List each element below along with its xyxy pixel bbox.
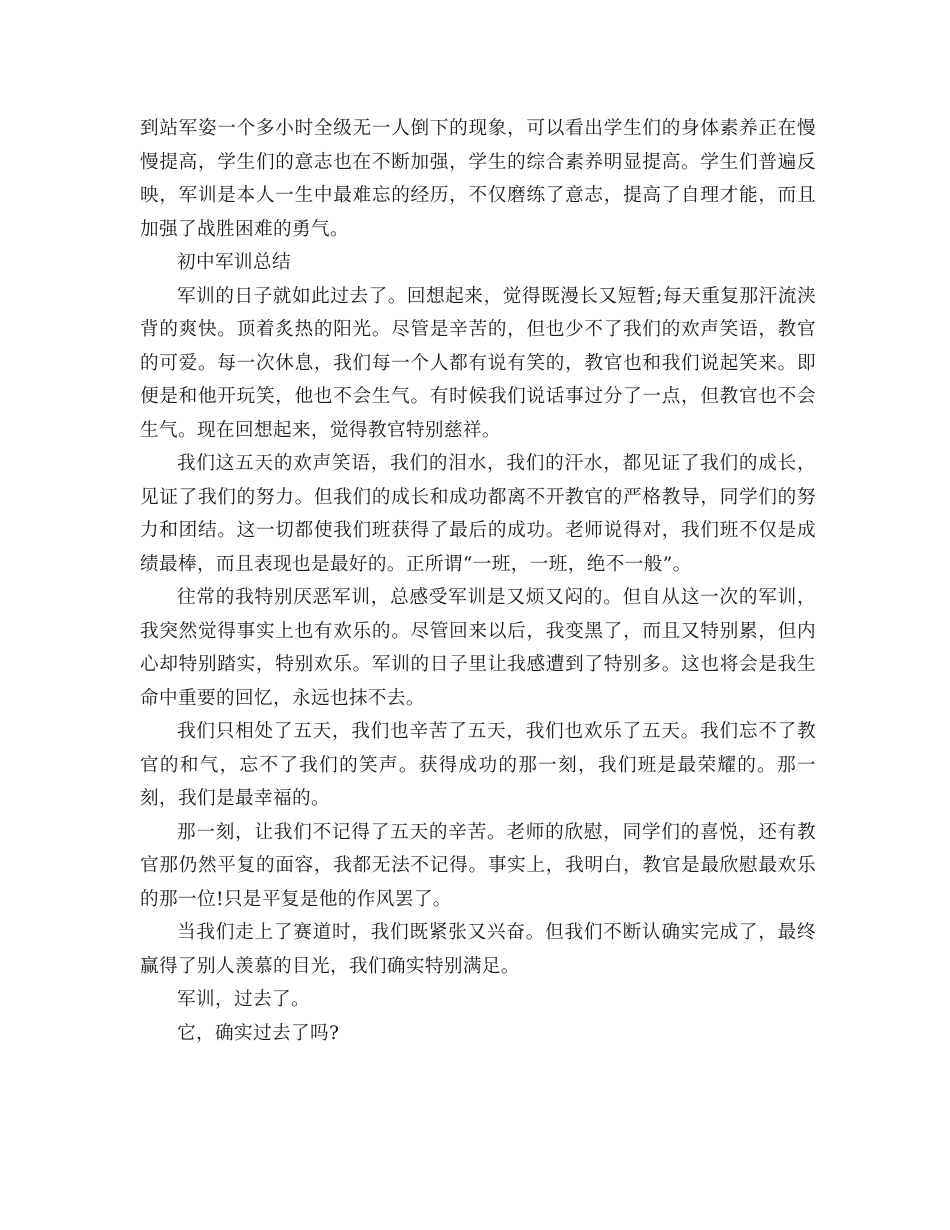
paragraph: 军训，过去了。 xyxy=(177,989,310,1010)
document-body xyxy=(140,112,816,1050)
paragraph: 往常的我特别厌恶军训，总感受军训是又烦又闷的。但自从这一次的军训，我突然觉得事实上也有欢乐的。尽管回来以后，我变黑了，而且又特别累，但内心却特别踏实，特别欢乐。军训的日子里让我感遭到了特别多。这也将会是我生命中重要的回忆，永远也抹不去。 xyxy=(140,587,816,709)
paragraph: 那一刻，让我们不记得了五天的辛苦。老师的欣慰，同学们的喜悦，还有教官那仍然平复的面容，我都无法不记得。事实上，我明白，教官是最欣慰最欢乐的那一位!只是平复是他的作风罢了。 xyxy=(140,821,816,910)
section-heading: 初中军训总结 xyxy=(177,252,291,273)
paragraph: 军训的日子就如此过去了。回想起来，觉得既漫长又短暂;每天重复那汗流浃背的爽快。顶着炙热的阳光。尽管是辛苦的，但也少不了我们的欢声笑语，教官的可爱。每一次休息，我们每一个人都有说有笑的，教官也和我们说起笑来。即便是和他开玩笑，他也不会生气。有时候我们说话事过分了一点，但教官也不会生气。现在回想起来，觉得教官特别慈祥。 xyxy=(140,285,816,441)
paragraph-continuation: 到站军姿一个多小时全级无一人倒下的现象，可以看出学生们的身体素养正在慢慢提高，学生们的意志也在不断加强，学生的综合素养明显提高。学生们普遍反映，军训是本人一生中最难忘的经历，不仅磨练了意志，提高了自理才能，而且加强了战胜困难的勇气。 xyxy=(140,118,816,240)
paragraph: 当我们走上了赛道时，我们既紧张又兴奋。但我们不断认确实完成了，最终赢得了别人羡慕的目光，我们确实特别满足。 xyxy=(140,922,816,977)
paragraph: 我们只相处了五天，我们也辛苦了五天，我们也欢乐了五天。我们忘不了教官的和气，忘不了我们的笑声。获得成功的那一刻，我们班是最荣耀的。那一刻，我们是最幸福的。 xyxy=(140,721,816,809)
paragraph: 我们这五天的欢声笑语，我们的泪水，我们的汗水，都见证了我们的成长，见证了我们的努力。但我们的成长和成功都离不开教官的严格教导，同学们的努力和团结。这一切都使我们班获得了最后的成功。老师说得对，我们班不仅是成绩最棒，而且表现也是最好的。正所谓“一班，一班，绝不一般”。 xyxy=(140,453,816,575)
paragraph: 它，确实过去了吗? xyxy=(177,1022,340,1044)
